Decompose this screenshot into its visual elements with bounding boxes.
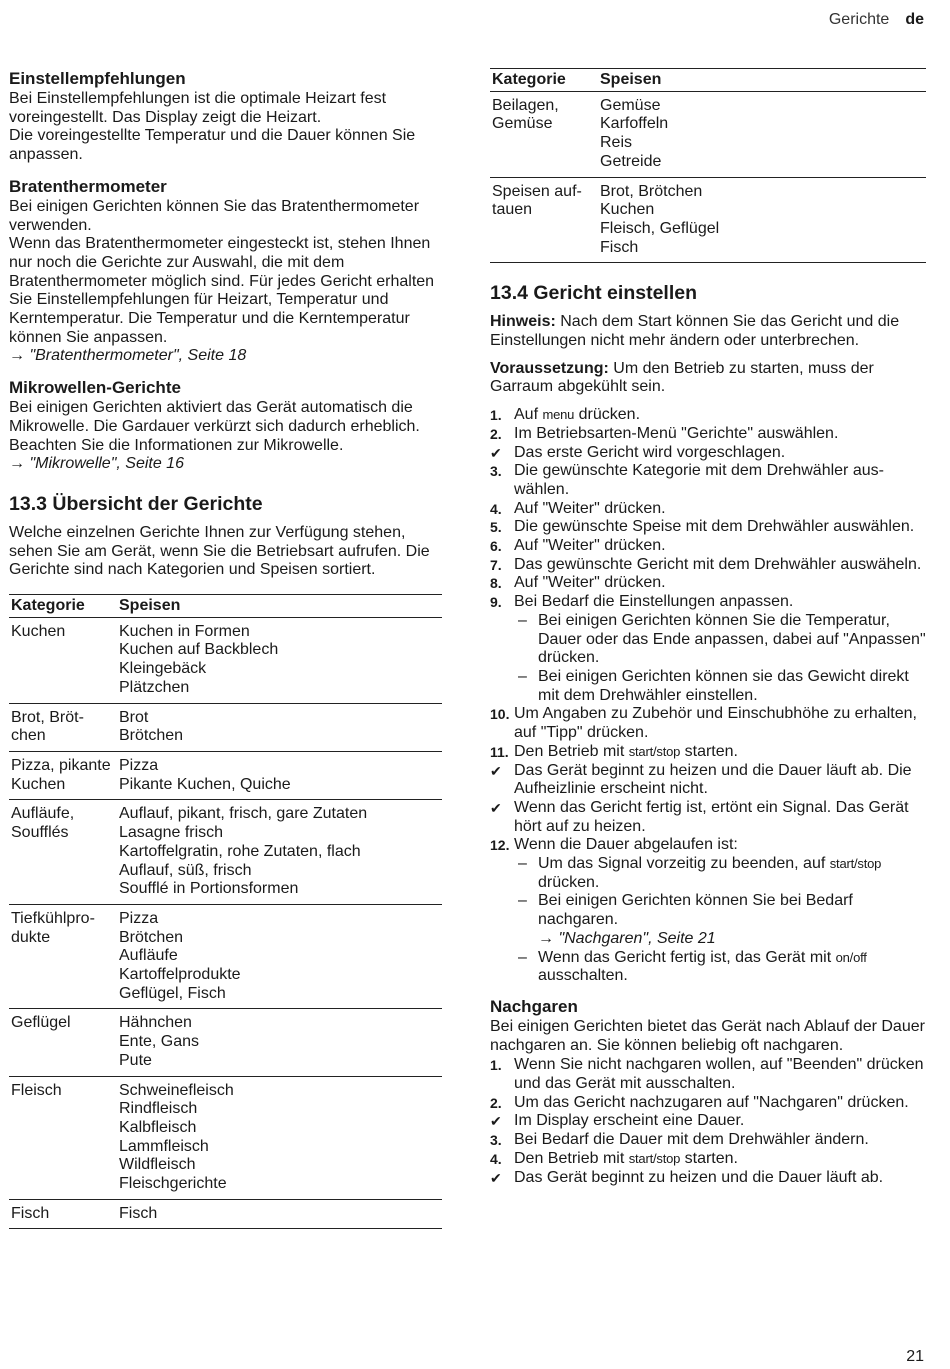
table-row <box>9 1076 442 1199</box>
dash-icon: – <box>518 667 527 685</box>
header-section: Gerichte <box>828 11 890 28</box>
food-item: Auflauf, süß, frisch <box>119 861 252 879</box>
table-row <box>9 1199 442 1229</box>
step-item <box>490 500 926 519</box>
paragraph: Beachten Sie die Informationen zur Mikrowelle. <box>9 436 344 454</box>
section-heading-13-4: 13.4 Gericht einstellen <box>490 282 698 305</box>
step-body <box>514 1056 924 1092</box>
step-body <box>514 574 666 591</box>
step-number: 6. <box>490 538 502 555</box>
food-item: Auflauf, pikant, frisch, gare Zutaten <box>119 805 368 823</box>
step-number: 1. <box>490 407 502 424</box>
food-item: Soufflé in Portionsformen <box>119 880 299 898</box>
category-cell: Brot, Brötchen <box>9 703 117 751</box>
table-row <box>490 91 926 177</box>
foods-cell <box>117 751 442 799</box>
step-number: 3. <box>490 463 502 480</box>
step-number: 4. <box>490 1150 502 1167</box>
paragraph: Wenn das Bratenthermometer eingesteckt ist, stehen Ihnen nur noch die Gerichte zur Auswahl, die mit dem Bratenthermometer möglich sind. Für jedes Gericht erhalten Sie Einstellempfehlungen für Heizart, Temperatur und Kerntemperatur. Die Temperatur und die Kerntemperatur können Sie anpassen. <box>9 235 435 346</box>
step-body <box>514 743 738 760</box>
food-item: Kartoffelgratin, rohe Zutaten, flach <box>119 842 361 860</box>
step-item <box>490 593 926 705</box>
step-body <box>514 1169 883 1186</box>
step-item <box>490 1150 926 1169</box>
step-body <box>514 705 917 741</box>
sub-list <box>514 855 926 986</box>
step-text: Bei einigen Gerichten können sie das Gewicht direkt mit dem Drehwähler einstellen. <box>538 667 909 704</box>
cross-reference-link[interactable]: → "Mikrowelle", Seite 16 <box>9 455 184 473</box>
step-text: Auf <box>514 406 543 424</box>
foods-cell <box>117 800 442 905</box>
checkmark-icon: ✔ <box>490 1169 502 1186</box>
step-number: 11. <box>490 743 509 760</box>
left-column <box>9 68 442 1229</box>
checkmark-icon: ✔ <box>490 444 502 461</box>
step-text: Auf "Weiter" drücken. <box>514 574 666 592</box>
dash-icon: – <box>518 892 527 910</box>
header-language: de <box>905 11 924 28</box>
food-item: Brot, Brötchen <box>600 182 703 200</box>
checkmark-icon: ✔ <box>490 762 502 779</box>
heading-mikrowellen-gerichte: Mikrowellen-Gerichte <box>9 378 181 398</box>
instruction-steps <box>490 406 926 986</box>
heading-bratenthermometer: Bratenthermometer <box>9 176 167 196</box>
step-number: 10. <box>490 706 510 723</box>
food-item: Kleingebäck <box>119 660 207 678</box>
button-label: menu <box>542 407 575 423</box>
step-body <box>514 593 793 610</box>
button-label: start/stop <box>628 1150 681 1166</box>
food-item: Kuchen auf Backblech <box>119 641 279 659</box>
category-cell: Fisch <box>9 1199 117 1229</box>
step-text: Die gewünschte Kategorie mit dem Drehwähler auswählen. <box>514 462 884 498</box>
step-item <box>490 1131 926 1150</box>
right-column <box>490 68 926 1187</box>
step-body <box>514 500 666 517</box>
section-heading-13-3: 13.3 Übersicht der Gerichte <box>9 492 263 515</box>
foods-cell <box>117 617 442 703</box>
food-item: Brot <box>119 708 149 726</box>
step-item <box>490 836 926 986</box>
requirement-label: Voraussetzung: <box>490 359 609 377</box>
food-item: Brötchen <box>119 928 184 946</box>
food-item: Brötchen <box>119 727 184 745</box>
sub-item <box>514 949 926 986</box>
table-body <box>490 91 926 263</box>
food-item: Fisch <box>119 1204 158 1222</box>
dash-icon: – <box>518 855 527 873</box>
column-header-kategorie: Kategorie <box>9 595 117 618</box>
nachgaren-steps <box>490 1056 926 1187</box>
column-header-speisen: Speisen <box>117 595 442 618</box>
food-item: Pizza <box>119 909 159 927</box>
step-text: Im Betriebsarten-Menü "Gerichte" auswählen. <box>514 424 839 442</box>
page-number: 21 <box>906 1348 924 1366</box>
paragraph: Die voreingestellte Temperatur und die Dauer können Sie anpassen. <box>9 127 416 164</box>
requirement-note <box>490 360 926 397</box>
step-body <box>514 1150 738 1167</box>
step-text: Bei einigen Gerichten können Sie bei Bedarf nachgaren. <box>538 892 853 929</box>
table-row <box>9 904 442 1009</box>
step-number: 2. <box>490 1094 502 1111</box>
step-body <box>514 556 921 573</box>
paragraph: Welche einzelnen Gerichte Ihnen zur Verfügung stehen, sehen Sie am Gerät, wenn Sie die Betriebsart aufrufen. Die Gerichte sind nach Kategorien und Speisen sortiert. <box>9 523 430 579</box>
step-number: 5. <box>490 519 502 536</box>
food-item: Fleischgerichte <box>119 1175 227 1193</box>
category-cell: Tiefkühlprodukte <box>9 904 117 1009</box>
cross-reference-link[interactable]: → "Nachgaren", Seite 21 <box>538 929 716 947</box>
dash-icon: – <box>518 948 527 966</box>
food-item: Rindfleisch <box>119 1100 198 1118</box>
sub-item <box>514 892 926 948</box>
step-body <box>514 799 909 835</box>
food-item: Fisch <box>600 238 639 256</box>
category-cell: Speisen auftauen <box>490 177 598 263</box>
food-item: Plätzchen <box>119 678 190 696</box>
step-text: ausschalten. <box>538 967 628 985</box>
category-cell: Geflügel <box>9 1009 117 1076</box>
table-row <box>9 1009 442 1076</box>
table-row <box>9 617 442 703</box>
category-cell: Pizza, pikante Kuchen <box>9 751 117 799</box>
result-item <box>490 762 926 799</box>
paragraph: Bei einigen Gerichten können Sie das Bratenthermometer verwenden. <box>9 197 420 234</box>
step-body <box>514 1131 869 1148</box>
hint-note <box>490 313 926 350</box>
step-item <box>490 406 926 425</box>
step-text: Das Gerät beginnt zu heizen und die Dauer läuft ab. <box>514 1168 884 1186</box>
step-text: Wenn Sie nicht nachgaren wollen, auf "Beenden" drücken und das Gerät mit ausschalten. <box>514 1056 924 1093</box>
foods-cell <box>117 1199 442 1229</box>
checkmark-icon: ✔ <box>490 799 502 816</box>
category-cell: Aufläufe, Soufflés <box>9 800 117 905</box>
step-text: Bei einigen Gerichten können Sie die Temperatur, Dauer oder das Ende anpassen, dabei auf "Anpassen" drücken. <box>538 611 926 667</box>
foods-cell <box>598 177 926 263</box>
sub-item <box>514 612 926 668</box>
step-body <box>514 518 914 535</box>
step-text: Das erste Gericht wird vorgeschlagen. <box>514 443 786 461</box>
step-item <box>490 556 926 575</box>
table-row <box>490 177 926 263</box>
step-text: starten. <box>680 1149 738 1167</box>
step-body <box>514 425 838 442</box>
category-cell: Fleisch <box>9 1076 117 1199</box>
step-text: Wenn das Gericht fertig ist, das Gerät mit <box>538 948 836 966</box>
button-label: start/stop <box>628 743 681 759</box>
step-text: drücken. <box>574 406 641 424</box>
step-text: Das gewünschte Gericht mit dem Drehwähler auswäheln. <box>514 555 922 573</box>
step-item <box>490 518 926 537</box>
food-item: Pizza <box>119 756 159 774</box>
foods-cell <box>598 91 926 177</box>
step-number: 3. <box>490 1132 502 1149</box>
food-item: Lasagne frisch <box>119 824 224 842</box>
cross-reference-link[interactable]: → "Bratenthermometer", Seite 18 <box>9 347 247 365</box>
result-item <box>490 1169 926 1188</box>
step-text: Bei Bedarf die Dauer mit dem Drehwähler ändern. <box>514 1131 869 1149</box>
step-body <box>514 537 666 554</box>
result-item <box>490 1112 926 1131</box>
step-text: Die gewünschte Speise mit dem Drehwähler auswählen. <box>514 518 915 536</box>
step-number: 4. <box>490 500 502 517</box>
step-number: 7. <box>490 556 502 573</box>
step-item <box>490 1094 926 1113</box>
requirement-text: Um den Betrieb zu starten, muss der Garraum abgekühlt sein. <box>490 359 874 396</box>
step-text: Den Betrieb mit <box>514 742 629 760</box>
dishes-table <box>9 594 442 1229</box>
food-item: Getreide <box>600 152 662 170</box>
food-item: Kalbfleisch <box>119 1118 197 1136</box>
running-header <box>829 11 924 30</box>
heading-einstellempfehlungen: Einstellempfehlungen <box>9 69 186 88</box>
food-item: Kuchen in Formen <box>119 622 250 640</box>
result-item <box>490 799 926 836</box>
step-body <box>514 1094 909 1111</box>
step-item <box>490 705 926 742</box>
food-item: Reis <box>600 134 633 152</box>
column-header-speisen: Speisen <box>598 69 926 92</box>
step-text: Um das Gericht nachzugaren auf "Nachgaren" drücken. <box>514 1093 909 1111</box>
step-body <box>514 406 640 423</box>
step-text: Auf "Weiter" drücken. <box>514 537 666 555</box>
food-item: Kartoffelprodukte <box>119 966 241 984</box>
step-body <box>514 462 884 498</box>
paragraph: Bei einigen Gerichten aktiviert das Gerät automatisch die Mikrowelle. Die Gardauer verkürzt sich dadurch erheblich. <box>9 399 420 435</box>
foods-cell <box>117 703 442 751</box>
foods-cell <box>117 1009 442 1076</box>
step-text: Im Display erscheint eine Dauer. <box>514 1112 745 1130</box>
step-item <box>490 462 926 499</box>
step-body <box>514 444 785 461</box>
step-number: 1. <box>490 1057 502 1074</box>
food-item: Pute <box>119 1051 152 1069</box>
button-label: on/off <box>835 949 867 965</box>
food-item: Geflügel, Fisch <box>119 984 226 1002</box>
table-row <box>9 800 442 905</box>
food-item: Kuchen <box>600 201 655 219</box>
step-text: starten. <box>680 742 738 760</box>
result-item <box>490 444 926 463</box>
food-item: Ente, Gans <box>119 1033 200 1051</box>
step-item <box>490 425 926 444</box>
heading-nachgaren: Nachgaren <box>490 996 578 1016</box>
food-item: Karfoffeln <box>600 115 669 133</box>
food-item: Lammfleisch <box>119 1137 209 1155</box>
step-text: drücken. <box>538 873 600 891</box>
dishes-table-continued <box>490 68 926 263</box>
step-text: Wenn die Dauer abgelaufen ist: <box>514 836 738 854</box>
table-body <box>9 617 442 1229</box>
step-body <box>514 762 912 798</box>
step-body <box>514 836 738 853</box>
table-header-row <box>490 69 926 92</box>
sub-item <box>514 668 926 705</box>
hint-label: Hinweis: <box>490 313 556 331</box>
column-header-kategorie: Kategorie <box>490 69 598 92</box>
step-number: 12. <box>490 837 510 854</box>
button-label: start/stop <box>829 856 882 872</box>
category-cell: Beilagen, Gemüse <box>490 91 598 177</box>
step-number: 9. <box>490 594 502 611</box>
step-text: Um das Signal vorzeitig zu beenden, auf <box>538 855 830 873</box>
food-item: Fleisch, Geflügel <box>600 219 720 237</box>
dash-icon: – <box>518 611 527 629</box>
food-item: Wildfleisch <box>119 1156 196 1174</box>
step-item <box>490 743 926 762</box>
food-item: Aufläufe <box>119 947 178 965</box>
step-text: Das Gerät beginnt zu heizen und die Dauer läuft ab. Die Aufheizlinie erscheint nicht. <box>514 761 912 798</box>
table-row <box>9 751 442 799</box>
food-item: Schweinefleisch <box>119 1081 234 1099</box>
step-body <box>514 1112 744 1129</box>
step-text: Den Betrieb mit <box>514 1149 629 1167</box>
step-text: Auf "Weiter" drücken. <box>514 499 666 517</box>
sub-item <box>514 855 926 892</box>
sub-list <box>514 612 926 706</box>
category-cell: Kuchen <box>9 617 117 703</box>
step-text: Um Angaben zu Zubehör und Einschubhöhe zu erhalten, auf "Tipp" drücken. <box>514 705 917 742</box>
step-item <box>490 1056 926 1093</box>
paragraph: Bei einigen Gerichten bietet das Gerät nach Ablauf der Dauer nachgaren an. Sie können beliebig oft nachgaren. <box>490 1017 925 1054</box>
step-text: Wenn das Gericht fertig ist, ertönt ein Signal. Das Gerät hört auf zu heizen. <box>514 798 909 835</box>
foods-cell <box>117 904 442 1009</box>
step-number: 2. <box>490 425 502 442</box>
table-row <box>9 703 442 751</box>
table-header-row <box>9 595 442 618</box>
step-text: Bei Bedarf die Einstellungen anpassen. <box>514 593 794 611</box>
checkmark-icon: ✔ <box>490 1113 502 1130</box>
food-item: Hähnchen <box>119 1014 192 1032</box>
food-item: Gemüse <box>600 96 661 114</box>
step-item <box>490 537 926 556</box>
paragraph: Bei Einstellempfehlungen ist die optimale Heizart fest voreingestellt. Das Display zeigt die Heizart. <box>9 90 387 126</box>
hint-text: Nach dem Start können Sie das Gericht und die Einstellungen nicht mehr ändern oder unterbrechen. <box>490 313 900 350</box>
foods-cell <box>117 1076 442 1199</box>
step-number: 8. <box>490 575 502 592</box>
step-item <box>490 574 926 593</box>
food-item: Pikante Kuchen, Quiche <box>119 775 291 793</box>
